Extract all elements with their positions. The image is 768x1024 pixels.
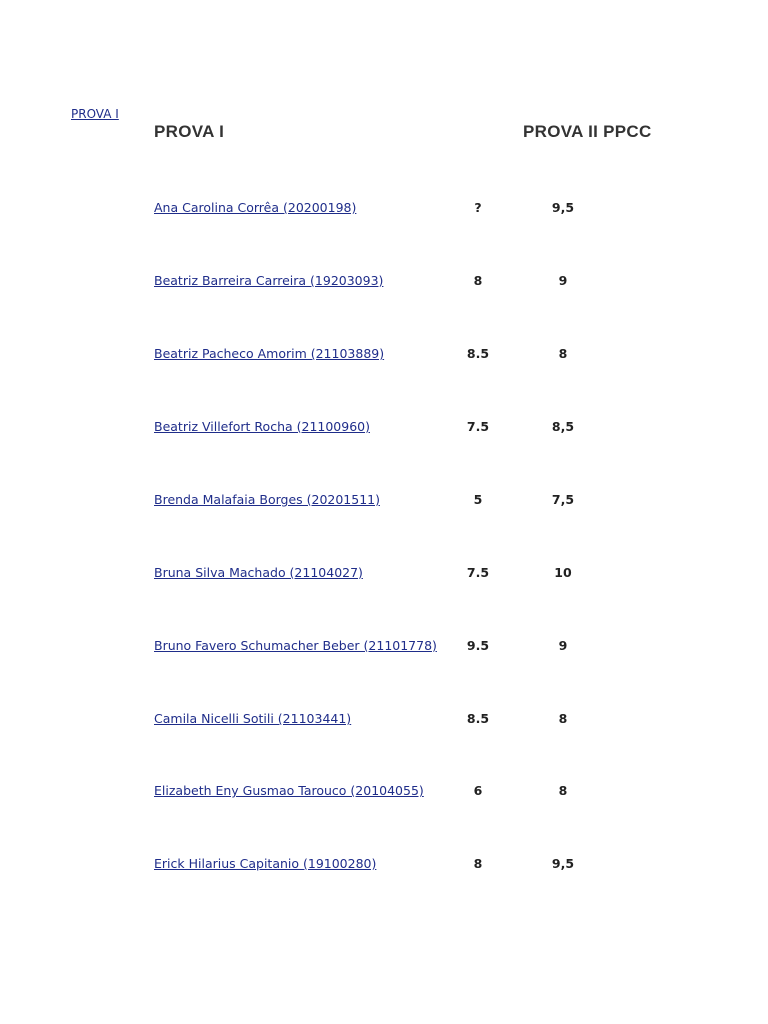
prova-ii-grade: 10: [554, 565, 572, 580]
prova-i-grade: 7.5: [466, 419, 490, 434]
student-name-link[interactable]: Elizabeth Eny Gusmao Tarouco (20104055): [154, 783, 424, 798]
student-name-link[interactable]: Beatriz Villefort Rocha (21100960): [154, 419, 370, 434]
prova-i-grade: 8.5: [466, 346, 490, 361]
prova-ii-grade: 8: [558, 711, 568, 726]
student-row: [0, 198, 768, 218]
student-row: [0, 271, 768, 291]
prova-ii-grade: 7,5: [551, 492, 575, 507]
prova-ii-grade: 8: [558, 783, 568, 798]
prova-i-grade: 7.5: [466, 565, 490, 580]
student-row: [0, 709, 768, 729]
student-row: [0, 636, 768, 656]
prova-ii-ppcc-heading: PROVA II PPCC: [523, 122, 652, 141]
student-row: [0, 854, 768, 874]
student-name-link[interactable]: Ana Carolina Corrêa (20200198): [154, 200, 357, 215]
student-row: [0, 490, 768, 510]
student-row: [0, 417, 768, 437]
prova-ii-grade: 8: [558, 346, 568, 361]
student-row: [0, 781, 768, 801]
student-row: [0, 563, 768, 583]
prova-i-grade: ?: [474, 200, 482, 215]
prova-i-heading: PROVA I: [154, 122, 225, 141]
prova-ii-grade: 9,5: [551, 856, 575, 871]
prova-ii-grade: 9: [558, 273, 568, 288]
prova-ii-grade: 9: [558, 638, 568, 653]
prova-i-grade: 8: [473, 273, 483, 288]
prova-i-grade: 6: [473, 783, 483, 798]
prova-ii-grade: 8,5: [551, 419, 575, 434]
student-name-link[interactable]: Brenda Malafaia Borges (20201511): [154, 492, 380, 507]
student-name-link[interactable]: Erick Hilarius Capitanio (19100280): [154, 856, 377, 871]
prova-i-grade: 5: [473, 492, 483, 507]
prova-i-grade: 8: [473, 856, 483, 871]
student-name-link[interactable]: Bruno Favero Schumacher Beber (21101778): [154, 638, 437, 653]
prova-i-grade: 9.5: [466, 638, 490, 653]
prova-i-link[interactable]: PROVA I: [71, 107, 119, 121]
student-name-link[interactable]: Bruna Silva Machado (21104027): [154, 565, 363, 580]
student-name-link[interactable]: Beatriz Pacheco Amorim (21103889): [154, 346, 385, 361]
prova-ii-grade: 9,5: [551, 200, 575, 215]
student-name-link[interactable]: Camila Nicelli Sotili (21103441): [154, 711, 352, 726]
prova-i-grade: 8.5: [466, 711, 490, 726]
student-row: [0, 344, 768, 364]
student-name-link[interactable]: Beatriz Barreira Carreira (19203093): [154, 273, 384, 288]
